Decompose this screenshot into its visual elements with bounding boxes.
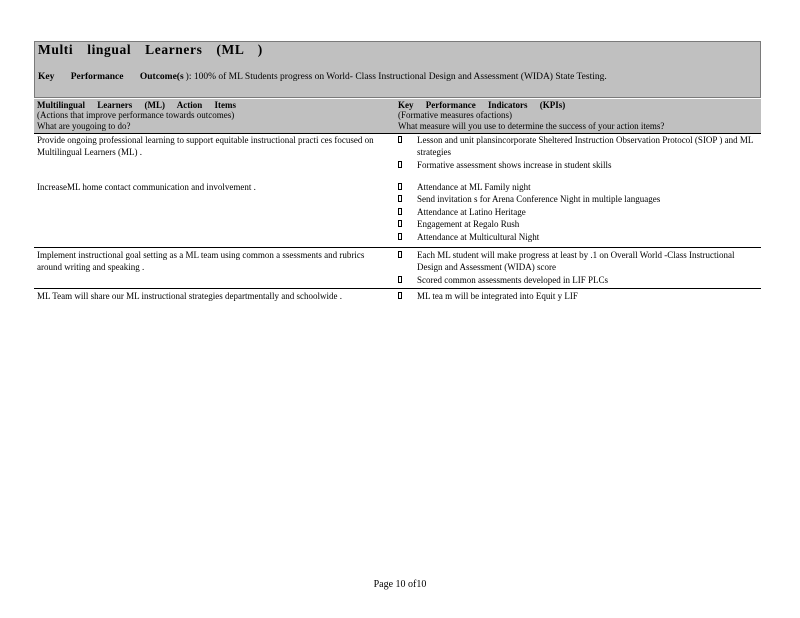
kpi-item [398,249,758,274]
kpi-list [398,290,758,302]
row-divider [34,247,761,248]
kpi-text: Attendance at Latino Heritage [417,206,526,217]
kpi-text: Lesson and unit plansincorporate Sheltered Instruction Observation Protocol (SIOP ) and ML strategies [417,135,754,158]
column-header-kpis [398,100,664,131]
checkbox-glyph-icon [398,208,402,215]
kpi-item [398,181,758,193]
checkbox-glyph-icon [398,276,402,283]
kpi-text: ML tea m will be integrated into Equit y LIF [417,291,578,301]
column-header-kpis-sub2: What measure will you use to determine the success of your action items? [398,120,665,131]
checkbox-glyph-icon [398,136,402,143]
page-title: Multi lingual Learners (ML ) [38,42,263,57]
kpi-item [398,134,758,159]
kpo-value: ): 100% of ML Students progress on World- Class Instructional Design and Assessment (WIDA) State Testing. [185,72,607,82]
action-item: ML Team will share our ML instructional strategies departmentally and schoolwide . [37,291,342,301]
checkbox-glyph-icon [398,161,402,168]
kpi-item [398,231,758,243]
header-box [34,41,761,98]
checkbox-glyph-icon [398,251,402,258]
kpi-list [398,249,758,286]
checkbox-glyph-icon [398,292,402,299]
kpi-item [398,193,758,205]
kpi-list [398,181,758,243]
action-item: Implement instructional goal setting as a ML team using common a ssessments and rubrics around writing and speaking . [37,250,365,273]
kpi-text: Attendance at ML Family night [417,182,531,192]
kpo-label: Key Performance Outcome(s [38,72,184,82]
row-divider [34,288,761,289]
key-performance-outcome [38,72,607,82]
page-number: Page 10 of10 [373,579,427,590]
checkbox-glyph-icon [398,233,402,240]
kpi-text: Attendance at Multicultural Night [417,231,540,242]
column-header-kpis-sub1: (Formative measures ofactions) [398,110,512,121]
kpi-text: Formative assessment shows increase in student skills [417,159,612,170]
kpi-text: Each ML student will make progress at least by .1 on Overall World -Class Instructional Design and Assessment (WIDA) score [417,250,735,273]
checkbox-glyph-icon [398,195,402,202]
column-header-row [34,99,761,133]
action-item: IncreaseML home contact communication and involvement . [37,182,256,192]
kpi-item [398,159,758,171]
action-item: Provide ongoing professional learning to support equitable instructional practi ces focused on Multilingual Learners (ML) . [37,135,374,158]
kpi-text: Scored common assessments developed in LIF PLCs [417,274,608,285]
column-header-actions [37,100,236,131]
column-header-kpis-title: Key Performance Indicators (KPIs) [398,100,566,110]
column-header-actions-sub1: (Actions that improve performance towards outcomes) [37,110,235,121]
kpi-item [398,206,758,218]
kpi-list [398,134,758,171]
kpi-item [398,290,758,302]
kpi-item [398,274,758,286]
checkbox-glyph-icon [398,220,402,227]
column-header-actions-title: Multilingual Learners (ML) Action Items [37,100,236,110]
checkbox-glyph-icon [398,183,402,190]
kpi-item [398,218,758,230]
kpi-text: Send invitation s for Arena Conference Night in multiple languages [417,194,661,205]
kpi-text: Engagement at Regalo Rush [417,219,520,230]
column-header-actions-sub2: What are yougoing to do? [37,120,131,131]
